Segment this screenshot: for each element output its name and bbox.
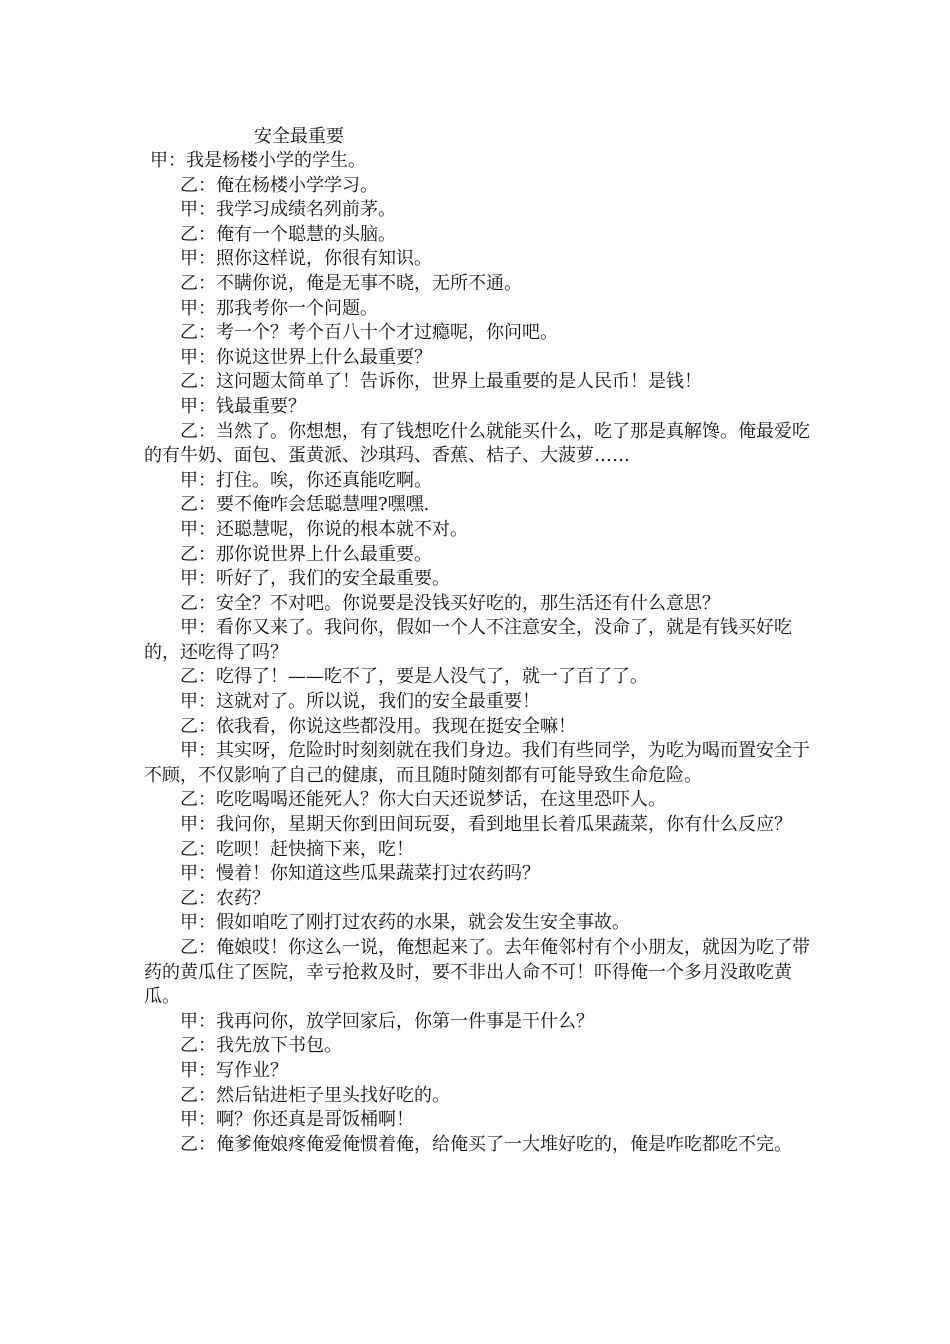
dialogue-body <box>144 149 812 1157</box>
dialogue-line: 乙：俺爹俺娘疼俺爱俺惯着俺，给俺买了一大堆好吃的，俺是咋吃都吃不完。 <box>180 1133 792 1155</box>
document-title: 安全最重要 <box>254 126 344 147</box>
dialogue-line: 甲：我学习成绩名列前茅。 <box>180 199 396 221</box>
dialogue-line: 乙：俺在杨楼小学学习。 <box>180 174 378 196</box>
dialogue-line: 甲：那我考你一个问题。 <box>180 297 378 319</box>
dialogue-line: 甲：慢着！你知道这些瓜果蔬菜打过农药吗？ <box>180 863 540 885</box>
dialogue-line: 甲：假如咱吃了刚打过农药的水果，就会发生安全事故。 <box>180 912 630 934</box>
dialogue-line: 甲：这就对了。所以说，我们的安全最重要！ <box>180 691 540 713</box>
dialogue-line: 甲：看你又来了。我问你，假如一个人不注意安全，没命了，就是有钱买好吃的，还吃得了吗？ <box>144 617 792 663</box>
dialogue-line: 甲：打住。唉，你还真能吃啊。 <box>180 469 432 491</box>
dialogue-line: 乙：依我看，你说这些都没用。我现在挺安全嘛！ <box>180 715 576 737</box>
dialogue-line: 乙：吃呗！赶快摘下来，吃！ <box>180 838 414 860</box>
dialogue-line: 甲：我问你，星期天你到田间玩耍，看到地里长着瓜果蔬菜，你有什么反应？ <box>180 814 792 836</box>
dialogue-line: 乙：当然了。你想想，有了钱想吃什么就能买什么，吃了那是真解馋。俺最爱吃的有牛奶、面包、蛋黄派、沙琪玛、香蕉、桔子、大菠萝…… <box>144 420 810 467</box>
dialogue-line: 乙：这问题太简单了！告诉你，世界上最重要的是人民币！是钱！ <box>180 371 702 393</box>
dialogue-line: 乙：安全？不对吧。你说要是没钱买好吃的，那生活还有什么意思？ <box>180 592 720 614</box>
dialogue-line: 乙：吃吃喝喝还能死人？你大白天还说梦话，在这里恐吓人。 <box>180 789 666 811</box>
dialogue-line: 乙：不瞒你说，俺是无事不晓，无所不通。 <box>180 272 522 294</box>
dialogue-line: 甲：听好了，我们的安全最重要。 <box>180 568 450 590</box>
dialogue-line: 乙：俺有一个聪慧的头脑。 <box>180 223 396 245</box>
dialogue-line: 甲：我是杨楼小学的学生。 <box>150 150 366 171</box>
dialogue-line: 甲：写作业？ <box>180 1059 288 1081</box>
dialogue-line: 乙：考一个？考个百八十个才过瘾呢，你问吧。 <box>180 322 558 344</box>
dialogue-line: 乙：要不俺咋会恁聪慧哩?嘿嘿. <box>180 494 430 516</box>
dialogue-line: 乙：那你说世界上什么最重要。 <box>180 543 432 565</box>
dialogue-line: 甲：钱最重要？ <box>180 395 306 417</box>
dialogue-line: 甲：照你这样说，你很有知识。 <box>180 248 432 270</box>
dialogue-line: 乙：然后钻进柜子里头找好吃的。 <box>180 1084 450 1106</box>
dialogue-line: 甲：啊？你还真是哥饭桶啊！ <box>180 1109 414 1131</box>
dialogue-line: 甲：其实呀，危险时时刻刻就在我们身边。我们有些同学，为吃为喝而置安全于不顾，不仅影响了自己的健康，而且随时随刻都有可能导致生命危险。 <box>144 740 810 786</box>
dialogue-line: 乙：俺娘哎！你这么一说，俺想起来了。去年俺邻村有个小朋友，就因为吃了带药的黄瓜住了医院，幸亏抢救及时，要不非出人命不可！吓得俺一个多月没敢吃黄瓜。 <box>144 937 810 1008</box>
dialogue-line: 乙：吃得了！——吃不了，要是人没气了，就一了百了了。 <box>180 666 648 688</box>
dialogue-line: 甲：我再问你，放学回家后，你第一件事是干什么？ <box>180 1010 594 1032</box>
dialogue-line: 乙：我先放下书包。 <box>180 1035 342 1057</box>
dialogue-line: 甲：还聪慧呢，你说的根本就不对。 <box>180 518 468 540</box>
dialogue-line: 乙：农药？ <box>180 887 270 909</box>
dialogue-line: 甲：你说这世界上什么最重要？ <box>180 346 432 368</box>
